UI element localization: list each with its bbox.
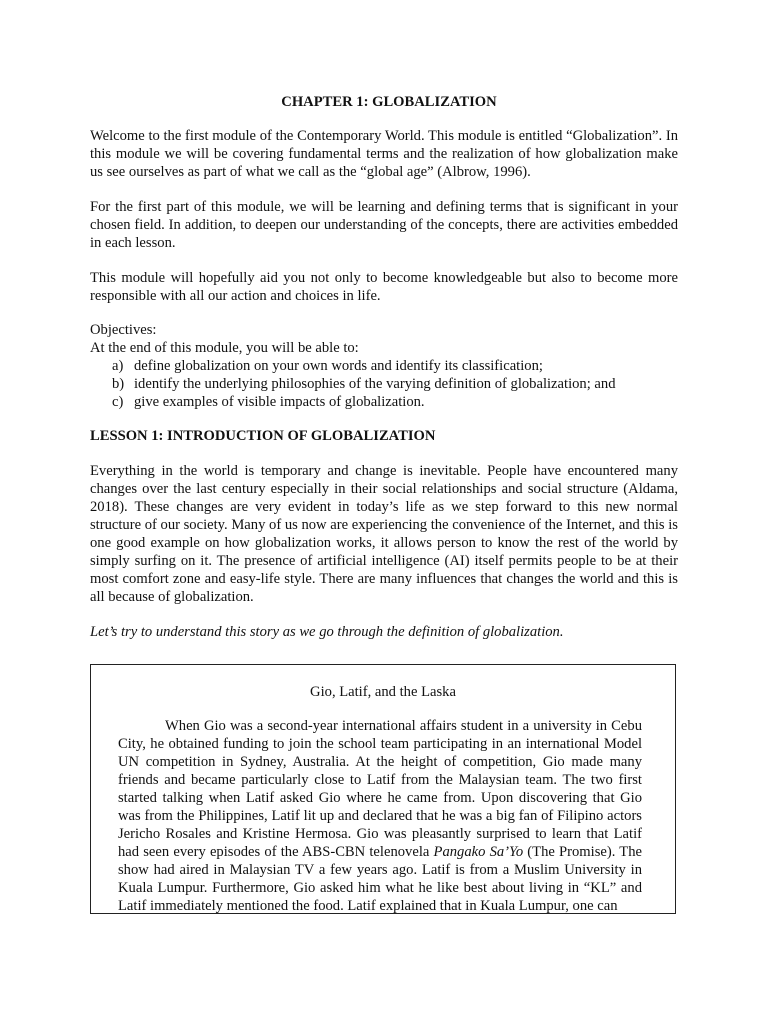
- lesson-title: LESSON 1: INTRODUCTION OF GLOBALIZATION: [90, 428, 436, 444]
- story-text-after: (The Promise). The show had aired in Malaysian TV a few years ago. Latif is from a Muslim University in Kuala Lumpur. Furthermore, Gio asked him what he like best about living in “KL” and Latif immediately mentioned the food. Latif explained that in Kuala Lumpur, one can: [118, 844, 642, 914]
- intro-paragraph-1: Welcome to the first module of the Contemporary World. This module is entitled “Globalization”. In this module we will be covering fundamental terms and the realization of how globalization make us see ourselves as part of what we call as the “global age” (Albrow, 1996).: [90, 128, 678, 180]
- objective-item: [112, 393, 678, 411]
- intro-paragraph-3: This module will hopefully aid you not only to become knowledgeable but also to become more responsible with all our action and choices in life.: [90, 270, 678, 304]
- intro-paragraph-2: For the first part of this module, we will be learning and defining terms that is significant in your chosen field. In addition, to deepen our understanding of the concepts, there are activities embedded in each lesson.: [90, 199, 678, 251]
- objectives-section: [90, 321, 678, 411]
- objectives-lead: At the end of this module, you will be able to:: [90, 340, 359, 356]
- story-paragraph: [118, 717, 642, 914]
- show-title: Pangako Sa’Yo: [433, 844, 524, 860]
- objective-item: [112, 375, 678, 393]
- lesson-paragraph: Everything in the world is temporary and change is inevitable. People have encountered many changes over the last century especially in their social relationships and social structure (Aldama, 2018). These changes are very evident in today’s life as we step forward to this new normal structure of our society. Many of us now are experiencing the convenience of the Internet, and this is one good example on how globalization works, it allows person to know the rest of the world by simply surfing on it. The presence of artificial intelligence (AI) itself permits people to be at their most comfort zone and easy-life style. There are many influences that changes the world and this is all because of globalization.: [90, 463, 678, 605]
- objectives-heading: Objectives:: [90, 322, 157, 338]
- story-title: Gio, Latif, and the Laska: [310, 684, 456, 700]
- objective-label: b): [112, 376, 125, 392]
- story-text-before: When Gio was a second-year international affairs student in a university in Cebu City, he obtained funding to join the school team participating in an international Model UN competition in Sydney, Australia. At the height of competition, Gio made many friends and became particularly close to Latif from the Malaysian team. The two first started talking when Latif asked Gio where he came from. Upon discovering that Gio was from the Philippines, Latif lit up and declared that he was a big fan of Filipino actors Jericho Rosales and Kristine Hermosa. Gio was pleasantly surprised to learn that Latif had seen every episodes of the ABS-CBN telenovela: [118, 718, 642, 860]
- objective-label: a): [112, 358, 124, 374]
- chapter-title: CHAPTER 1: GLOBALIZATION: [281, 94, 497, 110]
- objectives-list: [90, 357, 678, 411]
- objective-text: identify the underlying philosophies of the varying definition of globalization; and: [134, 376, 616, 392]
- story-body: [118, 717, 642, 914]
- story-box: [90, 664, 676, 914]
- objective-text: define globalization on your own words and identify its classification;: [134, 358, 543, 374]
- objective-text: give examples of visible impacts of globalization.: [134, 394, 425, 410]
- objective-item: [112, 357, 678, 375]
- objective-label: c): [112, 394, 124, 410]
- lesson-italic-line: Let’s try to understand this story as we go through the definition of globalization.: [90, 624, 564, 640]
- document-content: [90, 93, 678, 641]
